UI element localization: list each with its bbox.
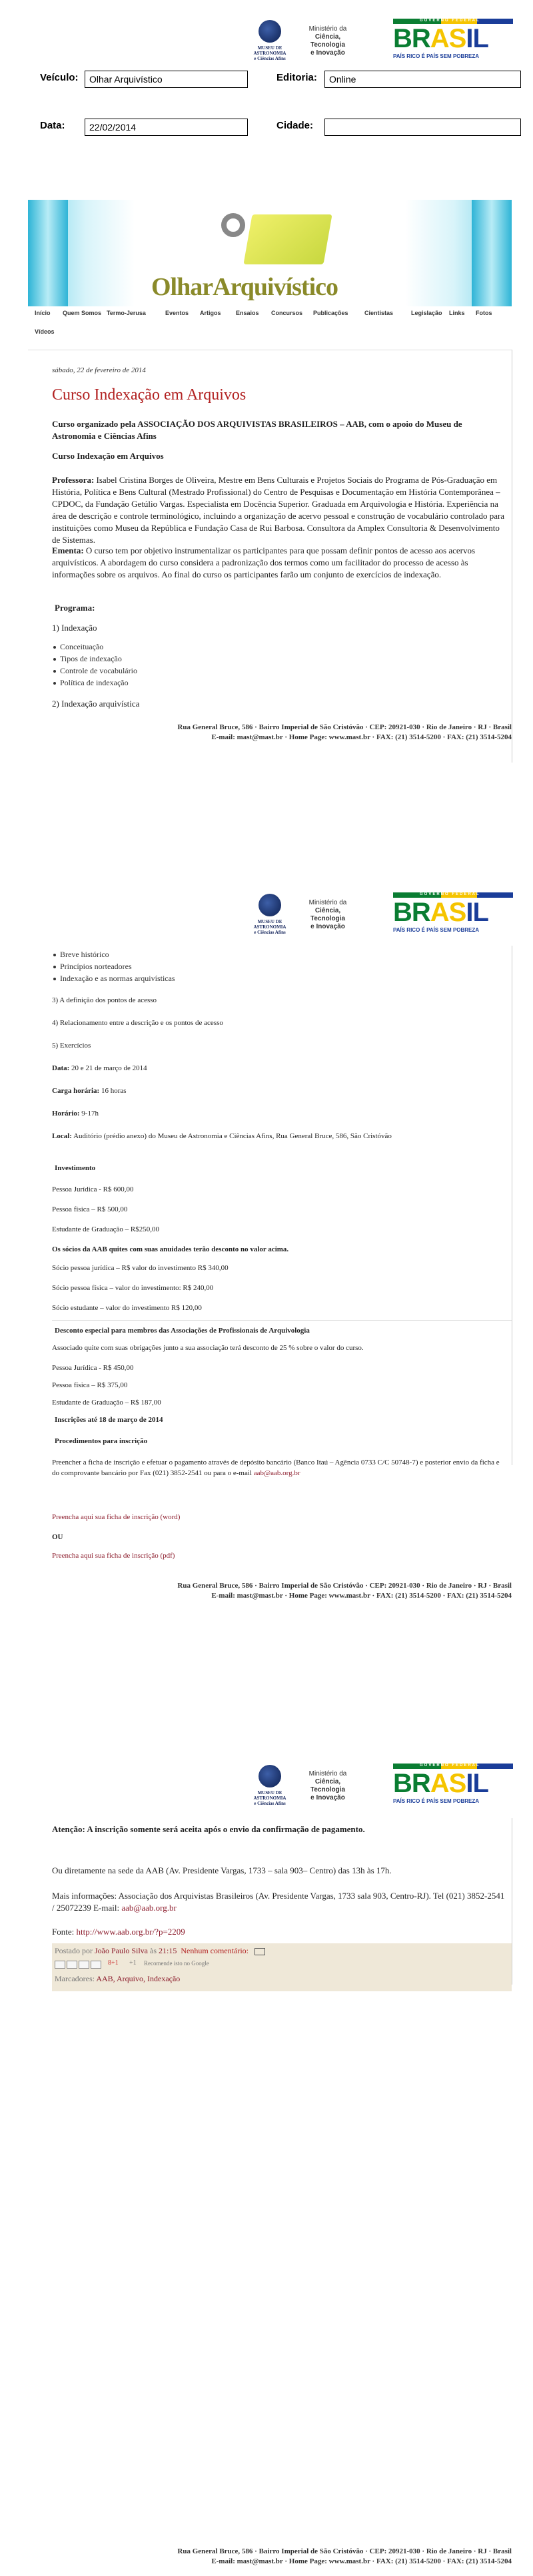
- ou-label: OU: [52, 1533, 63, 1541]
- inscricoes: Inscrições até 18 de março de 2014: [55, 1416, 163, 1424]
- brasil-logo: GOVERNO FEDERAL BRASIL PAÍS RICO É PAÍS SEM POBREZA: [393, 892, 513, 936]
- recommend-text: Recomende isto no Google: [144, 1960, 209, 1967]
- mast-logo: MUSEU DE ASTRONOMIA e Ciências Afins: [247, 892, 293, 936]
- veiculo-field[interactable]: Olhar Arquivístico: [85, 71, 248, 88]
- desconto-label: Desconto especial para membros das Associações de Profissionais de Arquivologia: [55, 1327, 310, 1335]
- nav-item[interactable]: Cientistas: [364, 310, 394, 316]
- plus-one-count: +1: [129, 1959, 137, 1967]
- programa-label: Programa:: [55, 603, 95, 613]
- socio-est: Sócio estudante – valor do investimento R$ 120,00: [52, 1304, 202, 1312]
- cidade-field[interactable]: [324, 119, 521, 136]
- email-link[interactable]: aab@aab.org.br: [253, 1469, 300, 1477]
- mast-logo: [247, 19, 293, 63]
- brasil-logo: GOVERNO FEDERAL BRASIL PAÍS RICO É PAÍS SEM POBREZA: [393, 19, 513, 63]
- page3-header: [247, 1764, 526, 1810]
- globe-icon: [259, 1765, 281, 1787]
- brasil-logo: GOVERNO FEDERAL BRASIL PAÍS RICO É PAÍS SEM POBREZA: [393, 1764, 513, 1807]
- gear-icon: [221, 213, 245, 237]
- ministry-logo: Ministério da Ciência, Tecnologia e Inovação: [308, 899, 347, 930]
- inv-pf: Pessoa física – R$ 500,00: [52, 1205, 128, 1213]
- atencao: Atenção: A inscrição somente será aceita após o envio da confirmação de pagamento.: [52, 1824, 365, 1834]
- item-1: 1) Indexação: [52, 623, 97, 633]
- socio-pf: Sócio pessoa física – valor do investimento: R$ 240,00: [52, 1284, 214, 1292]
- horario-line: Horário: 9-17h: [52, 1110, 99, 1118]
- nav-item[interactable]: Legislação: [411, 310, 442, 316]
- labels: Marcadores: AAB, Arquivo, Indexação: [55, 1974, 181, 1983]
- post-subtitle: Curso Indexação em Arquivos: [52, 451, 164, 461]
- inv-pj: Pessoa Jurídica - R$ 600,00: [52, 1185, 134, 1193]
- desc-pf: Pessoa física – R$ 375,00: [52, 1381, 128, 1389]
- editoria-label: Editoria:: [276, 72, 317, 83]
- post-intro: Curso organizado pela ASSOCIAÇÃO DOS ARQUIVISTAS BRASILEIROS – AAB, com o apoio do Museu de Astronomia e Ciências Afins: [52, 419, 462, 441]
- ministry-logo: Ministério da Ciência, Tecnologia e Inovação: [308, 1770, 347, 1801]
- post-title[interactable]: Curso Indexação em Arquivos: [52, 386, 247, 404]
- professora-paragraph: Professora: Isabel Cristina Borges de Oliveira, Mestre em Bens Culturais e Projetos Sociais do Programa de Pós-Graduação em História, Política e Bens Cultural (Mestrado Profissional) do Centro de Pesquisas e Documentação em História Contemporânea – CPDOC, da Fundação Getúlio Vargas. Especialista em Docência Superior. Graduada em Arquivologia e História. Experiência na área de descrição e controle terminológico, incluindo a organização de acervo pessoal e construção de vocabulário controlado para instituições como Museu da República e Fundação Casa de Rui Barbosa. Consultora da Amplex Consultoria & Desenvolvimento de Sistemas.: [52, 475, 505, 545]
- time-link[interactable]: 21:15: [159, 1946, 177, 1955]
- folder-icon: [243, 214, 332, 264]
- mais-info: Mais informações: Associação dos Arquivistas Brasileiros (Av. Presidente Vargas, 1733 sala 903, Centro-RJ). Tel (021) 3852-2541 / 25072239 E-mail: aab@aab.org.br: [52, 1891, 505, 1913]
- inv-est: Estudante de Graduação – R$250,00: [52, 1225, 159, 1233]
- editoria-field[interactable]: Online: [324, 71, 521, 88]
- word-form-link[interactable]: Preencha aqui sua ficha de inscrição (word): [52, 1513, 181, 1521]
- socios-label: Os sócios da AAB quites com suas anuidades terão desconto no valor acima.: [52, 1245, 289, 1253]
- desc-pj: Pessoa Jurídica - R$ 450,00: [52, 1364, 134, 1372]
- mast-logo: MUSEU DE ASTRONOMIA e Ciências Afins: [247, 1764, 293, 1807]
- email-post-icon[interactable]: [255, 1948, 265, 1955]
- investimento-label: Investimento: [55, 1164, 96, 1172]
- list-item: Breve histórico: [60, 950, 109, 959]
- email-link[interactable]: aab@aab.org.br: [121, 1903, 177, 1913]
- labels-links[interactable]: AAB, Arquivo, Indexação: [96, 1974, 181, 1983]
- gplus-button[interactable]: 8+1: [108, 1959, 119, 1967]
- post-meta: Postado por João Paulo Silva às 21:15 Nenhum comentário:: [55, 1946, 265, 1956]
- post-date: sábado, 22 de fevereiro de 2014: [52, 366, 146, 374]
- pdf-form-link[interactable]: Preencha aqui sua ficha de inscrição (pdf): [52, 1552, 175, 1560]
- list-item: Controle de vocabulário: [60, 666, 137, 675]
- item-4: 4) Relacionamento entre a descrição e os pontos de acesso: [52, 1019, 223, 1027]
- procedimentos: Procedimentos para inscrição: [55, 1437, 148, 1445]
- item-2: 2) Indexação arquivística: [52, 699, 140, 709]
- globe-icon: [259, 20, 281, 43]
- source-link[interactable]: http://www.aab.org.br/?p=2209: [76, 1927, 185, 1937]
- nav-item[interactable]: Início: [35, 310, 51, 316]
- fonte: Fonte: http://www.aab.org.br/?p=2209: [52, 1927, 185, 1937]
- list-item: Indexação e as normas arquivísticas: [60, 974, 175, 983]
- author-link[interactable]: João Paulo Silva: [95, 1946, 148, 1955]
- blog-share-icon[interactable]: [67, 1961, 77, 1969]
- nav-item[interactable]: Vídeos: [35, 328, 55, 335]
- mast-sub: e Ciências Afins: [254, 56, 286, 61]
- twitter-share-icon[interactable]: [79, 1961, 89, 1969]
- list-item: Política de indexação: [60, 678, 129, 687]
- cidade-label: Cidade:: [276, 120, 314, 131]
- banner-title: OlharArquivístico: [151, 273, 338, 301]
- data-line: Data: 20 e 21 de março de 2014: [52, 1064, 147, 1072]
- nav-item[interactable]: Fotos: [476, 310, 492, 316]
- desc-est: Estudante de Graduação – R$ 187,00: [52, 1399, 161, 1407]
- item-5: 5) Exercícios: [52, 1042, 91, 1050]
- proc-text: Preencher a ficha de inscrição e efetuar o pagamento através de depósito bancário (Banco Itaú – Agência 0733 C/C 50748-7) e posterior envio da ficha e do comprovante bancário por Fax (021) 3852-2541 ou para o e-mail aab@aab.org.br: [52, 1458, 500, 1477]
- footer: Rua General Bruce, 586 · Bairro Imperial de São Cristóvão · CEP: 20921-030 · Rio de Janeiro · RJ · Brasil E-mail: mast@mast.br · Home Page: www.mast.br · FAX: (21) 3514-5200 · FAX: (21) 3514-5204: [177, 2547, 512, 2565]
- local-line: Local: Auditório (prédio anexo) do Museu de Astronomia e Ciências Afins, Rua General Bruce, 586, São Cristóvão: [52, 1132, 392, 1140]
- nav-item[interactable]: Links: [449, 310, 465, 316]
- nav-item[interactable]: Publicações: [313, 310, 348, 316]
- list-item: Conceituação: [60, 642, 104, 651]
- funcionamento: Ou diretamente na sede da AAB (Av. Presidente Vargas, 1733 – sala 903– Centro) das 13h às 17h.: [52, 1865, 392, 1875]
- share-bar: [55, 1961, 321, 1970]
- nav-item[interactable]: Quem Somos: [63, 310, 102, 316]
- page2-header: [247, 892, 526, 939]
- ministry-logo: Ministério da Ciência, Tecnologia e Inovação: [308, 25, 347, 57]
- nav-item[interactable]: Termo-Jerusa: [107, 310, 146, 316]
- page1-header: [247, 19, 526, 65]
- nav-item[interactable]: Eventos: [165, 310, 189, 316]
- facebook-share-icon[interactable]: [91, 1961, 101, 1969]
- list-item: Tipos de indexação: [60, 654, 122, 663]
- email-share-icon[interactable]: [55, 1961, 65, 1969]
- mast-label: MUSEU DE ASTRONOMIA: [253, 45, 286, 56]
- footer: Rua General Bruce, 586 · Bairro Imperial de São Cristóvão · CEP: 20921-030 · Rio de Janeiro · RJ · Brasil E-mail: mast@mast.br · Home Page: www.mast.br · FAX: (21) 3514-5200 · FAX: (21) 3514-5204: [177, 1582, 512, 1600]
- socio-pj: Sócio pessoa jurídica – R$ valor do investimento R$ 340,00: [52, 1264, 229, 1272]
- globe-icon: [259, 894, 281, 916]
- comments-link[interactable]: Nenhum comentário:: [181, 1946, 249, 1955]
- ementa-paragraph: Ementa: O curso tem por objetivo instrumentalizar os participantes para que possam definir pontos de acesso aos acervos arquivísticos. A abordagem do curso considera a padronização dos termos como um facilitador do processo de acesso às informações sobre os arquivos. Ao final do curso os participantes farão um conjunto de exercícios de indexação.: [52, 545, 476, 579]
- nav-item[interactable]: Concursos: [271, 310, 303, 316]
- nav-item[interactable]: Artigos: [200, 310, 221, 316]
- nav-item[interactable]: Ensaios: [236, 310, 259, 316]
- item-3: 3) A definição dos pontos de acesso: [52, 996, 157, 1004]
- carga-line: Carga horária: 16 horas: [52, 1087, 127, 1095]
- blog-banner: [28, 200, 512, 306]
- footer: Rua General Bruce, 586 · Bairro Imperial de São Cristóvão · CEP: 20921-030 · Rio de Janeiro · RJ · Brasil E-mail: mast@mast.br · Home Page: www.mast.br · FAX: (21) 3514-5200 · FAX: (21) 3514-5204: [177, 723, 512, 741]
- data-field[interactable]: 22/02/2014: [85, 119, 248, 136]
- list-item: Princípios norteadores: [60, 962, 132, 971]
- desconto-text: Associado quite com suas obrigações junto a sua associação terá desconto de 25 % sobre o valor do curso.: [52, 1344, 364, 1352]
- veiculo-label: Veículo:: [40, 72, 79, 83]
- data-label: Data:: [40, 120, 65, 131]
- post-footer: [52, 1943, 512, 1991]
